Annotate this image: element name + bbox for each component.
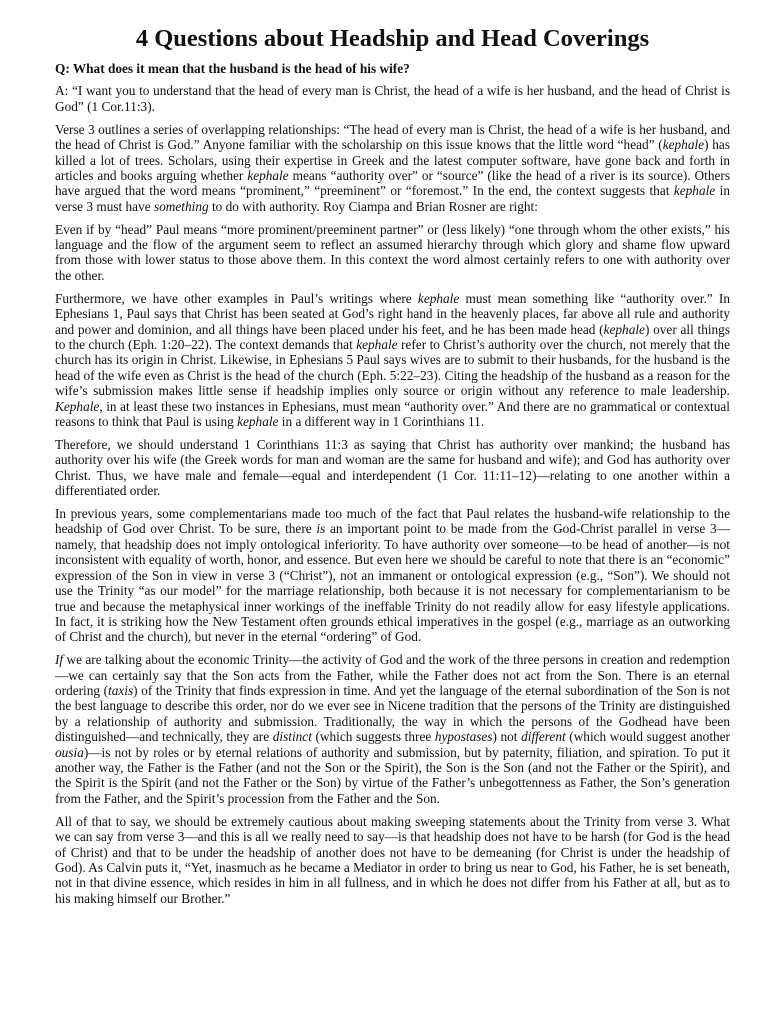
- text-run: Even if by “head” Paul means “more prominent/preeminent partner” or (less likely) “one through whom the other exists,” his language and the flow of the argument seem to reflect an assumed hierarchy through which glory and shame flow upward from those with lower status to those above them. In this context the word almost certainly refers to one with authority over the other.: [55, 221, 730, 283]
- text-run: Verse 3 outlines a series of overlapping relationships: “The head of every man is Christ, the head of a wife is her husband, and the head of Christ is God.” Anyone familiar with the scholarship on this issue knows that the little word “head” (: [55, 121, 730, 153]
- text-run: ) has killed a lot of trees. Scholars, using their expertise in Greek and the latest computer software, have gone back and forth in articles and books arguing whether: [55, 137, 730, 183]
- italic-text: kephale: [673, 183, 716, 199]
- paragraph: [55, 814, 730, 906]
- paragraph: [55, 506, 730, 645]
- paragraph: [55, 291, 730, 430]
- paragraph: [55, 437, 730, 499]
- text-run: A: “I want you to understand that the head of every man is Christ, the head of a wife is her husband, and the head of Christ is God” (1 Cor.11:3).: [55, 83, 730, 114]
- italic-text: taxis: [108, 683, 134, 699]
- italic-text: If: [55, 652, 64, 668]
- italic-text: hypostases: [434, 729, 493, 745]
- text-run: means “authority over” or “source” (like the head of a river is its source). Others have argued that the word means “prominent,” “preeminent” or “foremost.” In the end, the context suggests that: [55, 167, 731, 199]
- italic-text: something: [153, 198, 209, 214]
- text-run: ) not: [492, 729, 522, 745]
- paragraph: [55, 222, 730, 284]
- paragraph: [55, 652, 730, 806]
- text-run: Furthermore, we have other examples in Paul’s writings where: [55, 290, 418, 306]
- text-run: ) of the Trinity that finds expression in time. And yet the language of the eternal subordination of the Son is not the best language to describe this order, nor do we ever see in Nicene tradition that the persons of the Trinity are distinguished by a relationship of authority and submission. Traditionally, the way in which the persons of the Godhead have been distinguished—and technically, they are: [55, 683, 730, 745]
- paragraph: [55, 122, 730, 214]
- italic-text: is: [316, 521, 326, 537]
- paragraph: [55, 83, 730, 114]
- text-run: In previous years, some complementarians made too much of the fact that Paul relates the husband-wife relationship to the headship of God over Christ. To be sure, there: [55, 506, 730, 537]
- italic-text: kephale: [356, 337, 398, 352]
- question-heading: Q: What does it mean that the husband is the head of his wife?: [55, 61, 410, 76]
- italic-text: kephale: [247, 167, 289, 183]
- italic-text: ousia: [55, 744, 84, 760]
- document-title: 4 Questions about Headship and Head Coverings: [135, 25, 650, 52]
- text-run: must mean something like “authority over.” In Ephesians 1, Paul says that Christ has been seated at God’s right hand in the heavenly places, far above all rule and authority and power and dominion, and all things have been placed under his feet, and he has been made head (: [55, 290, 730, 337]
- italic-text: kephale: [662, 137, 705, 153]
- italic-text: kephale: [237, 414, 279, 430]
- text-run: All of that to say, we should be extremely cautious about making sweeping statements about the Trinity from verse 3. What we can say from verse 3—and this is all we really need to say—is that headship does not have to be harsh (for God is the head of Christ) and that to be under the headship of another does not have to be demeaning (for Christ is under the headship of God). As Calvin puts it, “Yet, inasmuch as he became a Mediator in order to bring us near to God, his Father, he is set beneath, not in that divine essence, which resides in him in all fullness, and in which he does not differ from his Father at all, but as to his making himself our Brother.”: [55, 813, 730, 906]
- italic-text: different: [521, 729, 566, 745]
- text-run: (which suggests three: [311, 729, 435, 745]
- italic-text: Kephale: [55, 398, 100, 414]
- text-run: an important point to be made from the God-Christ parallel in verse 3—namely, that headship does not imply ontological inferiority. To have authority over someone—to be head of another—is not inconsistent with equality of worth, honor, and essence. But even here we should be careful to note that there is an “economic” expression of the Son in view in verse 3 (“Christ”), not an immanent or ontological expression (e.g., “Son”). We should not use the Trinity “as our model” for the marriage relationship, both because it is not necessary for complementarianism to be true and because the metaphysical inner workings of the ineffable Trinity do not readily allow for easy lifestyle applications. In fact, it is striking how the New Testament often grounds ethical imperatives in the gospel (e.g., marriage as an outworking of Christ and the church), but never in the eternal “ordering” of God.: [55, 521, 730, 645]
- text-run: to do with authority. Roy Ciampa and Brian Rosner are right:: [208, 198, 538, 214]
- text-run: ) over all things to the church (Eph. 1:20–22). The context demands that: [55, 321, 731, 352]
- text-run: , in at least these two instances in Ephesians, must mean “authority over.” And there are no grammatical or contextual reasons to think that Paul is using: [55, 398, 730, 430]
- text-run: (which would suggest another: [565, 729, 730, 745]
- article-body: [55, 83, 730, 906]
- italic-text: distinct: [272, 729, 312, 745]
- text-run: we are talking about the economic Trinity—the activity of God and the work of the three persons in creation and redemption—we can certainly say that the Son acts from the Father, while the Father does not act from the Son. There is an eternal ordering (: [55, 652, 730, 699]
- text-run: in a different way in 1 Corinthians 11.: [278, 414, 485, 430]
- italic-text: kephale: [417, 290, 460, 306]
- text-run: Therefore, we should understand 1 Corinthians 11:3 as saying that Christ has authority over mankind; the husband has authority over his wife (the Greek words for man and woman are the same for husband and wife); and God has authority over Christ. Thus, we have male and female—equal and interdependent (1 Cor. 11:11–12)—relating to one another within a differentiated order.: [55, 436, 730, 499]
- text-run: in verse 3 must have: [55, 183, 730, 214]
- text-run: refer to Christ’s authority over the church, not merely that the church has its origin in Christ. Likewise, in Ephesians 5 Paul says wives are to submit to their husbands, for the husband is the head of the wife even as Christ is the head of the church (Eph. 5:22–23). Citing the headship of the husband as a reason for the wife’s submission makes little sense if headship implies only source or origin without any reference to male leadership.: [55, 337, 730, 399]
- text-run: )—is not by roles or by eternal relations of authority and submission, but by paternity, filiation, and spiration. To put it another way, the Father is the Father (and not the Son or the Spirit), the Son is the Son (and not the Father or the Spirit), and the Spirit is the Spirit (and not the Father or the Son) by virtue of the Father’s unbegottenness as Father, the Son’s generation from the Father, and the Spirit’s procession from the Father and the Son.: [55, 744, 730, 806]
- italic-text: kephale: [603, 321, 645, 337]
